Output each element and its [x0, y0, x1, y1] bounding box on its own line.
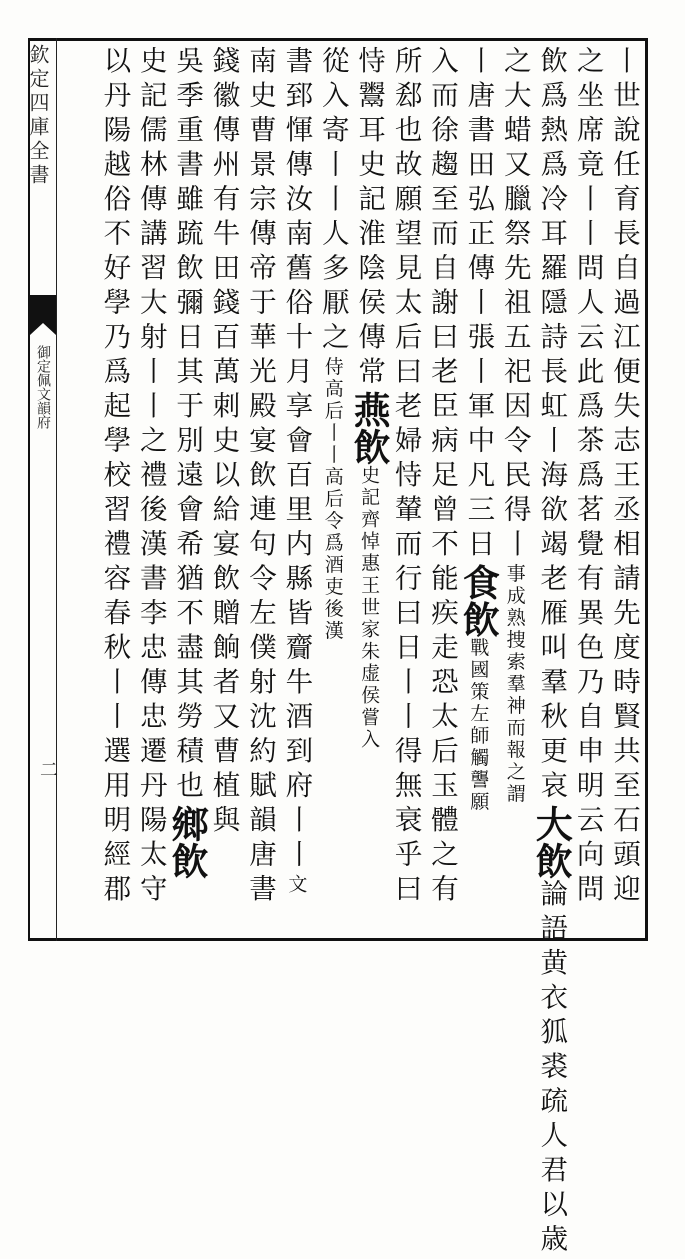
column-text: 丨唐書田弘正傳丨張丨軍中凡三日 — [462, 46, 495, 564]
annotation-text: 戰國策左師觸讋願 — [467, 637, 490, 814]
text-column — [606, 46, 642, 936]
annotation-text: 文 — [285, 874, 308, 896]
margin-divider-line — [56, 38, 57, 941]
text-column — [529, 46, 574, 1259]
text-column — [424, 46, 460, 936]
column-text: 論語黄衣狐裘疏人君以歳 — [535, 879, 568, 1259]
column-text: 吳季重書雖䟽飲彌日其于別遠會希猶不盡其勞積也 — [171, 46, 204, 805]
text-column — [132, 46, 168, 936]
column-text: 入而徐趨至而自謝曰老臣病足曾不能疾走恐太后玉體之有 — [425, 46, 458, 909]
text-column — [347, 46, 392, 936]
main-text-body — [60, 46, 642, 1259]
fishtail-mark-icon — [30, 295, 56, 335]
column-text: 之坐席竟丨丨問人云此爲茶爲茗覺有異色乃自申明云向問 — [571, 46, 604, 909]
column-text: 史記儒林傳講習大射丨丨之禮後漢書李忠傳忠遷丹陽太守 — [134, 46, 167, 909]
entry-heading: 大飲 — [529, 805, 574, 879]
annotation-text: 侍高后丨丨高后令爲酒吏後漢 — [321, 356, 344, 643]
column-text: 書郅惲傳汝南舊俗十月享會百里内縣皆齎牛酒到府丨丨 — [280, 46, 313, 874]
volume-title: 御定佩文韻府 — [35, 345, 51, 429]
column-text: 飲爲熱爲冷耳羅隱詩長虹丨海欲竭老雁叫羣秋更哀 — [535, 46, 568, 805]
text-column — [569, 46, 605, 936]
text-column — [314, 46, 350, 936]
book-title: 欽定四庫全書 — [26, 44, 50, 188]
text-column — [496, 46, 532, 936]
entry-heading: 食飲 — [456, 563, 501, 638]
column-text: 南史曹景宗傳帝于華光殿宴飲連句令左僕射沈約賦韻唐書 — [243, 46, 276, 909]
annotation-text: 史記齊悼惠王世家朱虚侯嘗入 — [358, 465, 381, 751]
annotation-text: 事成熟捜索羣神而報之謂 — [503, 563, 526, 806]
column-text: 錢徽傳州有牛田錢百萬刺史以給宴飲贈餉者又曹植與 — [207, 46, 240, 840]
page-number: 二 — [37, 760, 58, 778]
text-column — [456, 46, 501, 936]
column-text: 從入寄丨丨人多厭之 — [316, 46, 349, 357]
column-text: 所郄也故願望見太后曰老婦恃輦而行曰日丨丨得無衰乎曰 — [389, 46, 422, 909]
top-border-rule — [28, 38, 648, 41]
text-column — [387, 46, 423, 936]
column-text: 之大蜡又臘祭先祖五祀因令民得丨 — [498, 46, 531, 564]
column-text: 恃鬻耳史記淮陰侯傳常 — [353, 46, 386, 391]
right-border-rule — [645, 38, 648, 941]
text-column — [242, 46, 278, 936]
entry-heading: 燕飲 — [347, 391, 392, 465]
column-text: 以丹陽越俗不好學乃爲起學校習禮容春秋丨丨選用明經郡 — [98, 46, 131, 909]
text-column — [96, 46, 132, 936]
entry-heading: 鄉飲 — [165, 805, 210, 879]
text-column — [205, 46, 241, 936]
text-column — [165, 46, 210, 936]
column-text: 丨世說任育長自過江便失志王丞相請先度時賢共至石頭迎 — [608, 46, 640, 909]
text-column — [278, 46, 314, 936]
